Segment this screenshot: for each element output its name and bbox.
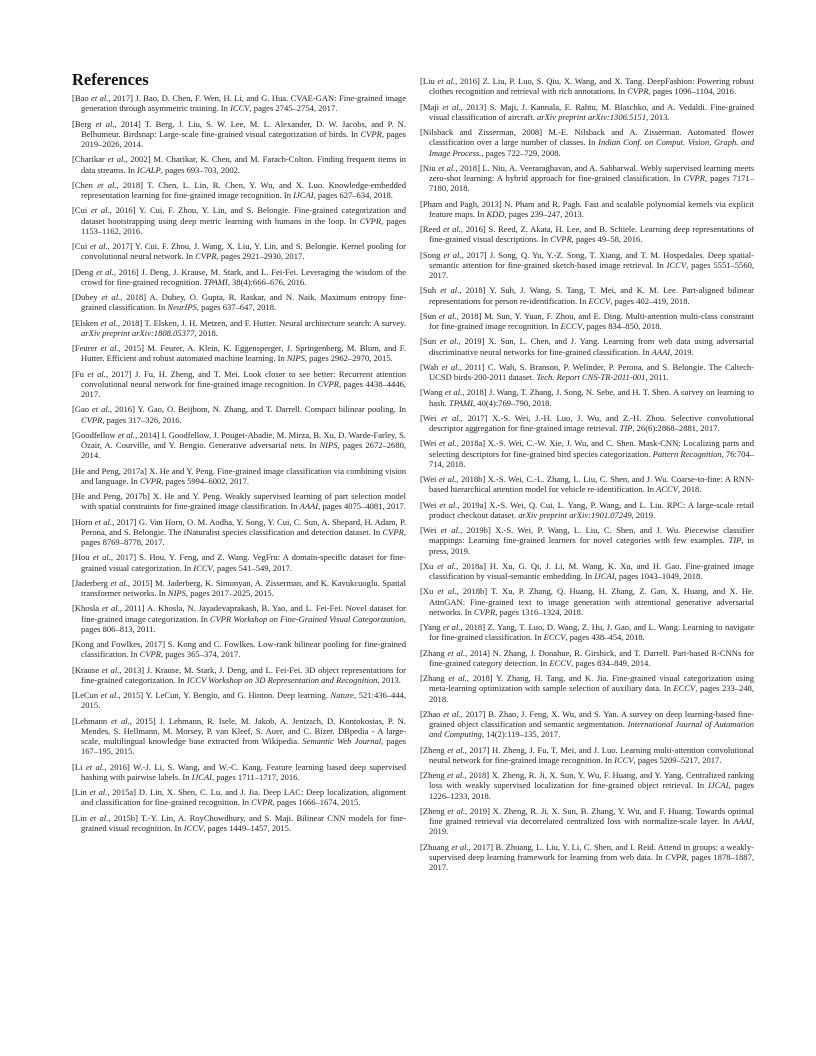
citation-key: [Wei et al., 2019a] xyxy=(420,499,487,510)
reference-entry: [Krause et al., 2013] J. Krause, M. Stark, J. Deng, and L. Fei-Fei. 3D object representations for fine-grained categorization. In ICCV Workshop on 3D Representation and Recognition, 2013. xyxy=(72,664,406,685)
references-heading: References xyxy=(72,70,149,89)
reference-entry: [Berg et al., 2014] T. Berg, J. Liu, S. W. Lee, M. L. Alexander, D. W. Jacobs, and P. N. Belhumeur. Birdsnap: Large-scale fine-grained visual categorization of birds. In CVPR, pages 2019–2026, 2014. xyxy=(72,118,406,149)
citation-key: [Zhang et al., 2018] xyxy=(420,673,493,683)
citation-key: [He and Peng, 2017a] xyxy=(72,465,147,476)
reference-entry: [Xu et al., 2018b] T. Xu, P. Zhang, Q. Huang, H. Zhang, Z. Gan, X. Huang, and X. He. AttnGAN: Fine-grained text to image generation with attentional generative adversarial networks. In CVPR, pages 1316–1324, 2018. xyxy=(420,586,754,617)
reference-entry: [Elsken et al., 2018] T. Elsken, J. H. Metzen, and F. Hutter. Neural architecture search: A survey. arXiv preprint arXiv:1808.05377, 2018. xyxy=(72,317,406,338)
citation-key: [Li et al., 2016] xyxy=(72,761,130,772)
venue-name: CVPR xyxy=(550,234,572,245)
citation-key: [Zheng et al., 2019] xyxy=(420,805,490,816)
venue-name: Tech. Report CNS-TR-2011-001 xyxy=(536,372,646,382)
reference-entry: [Bao et al., 2017] J. Bao, D. Chen, F. Wen, H. Li, and G. Hua. CVAE-GAN: Fine-grained image generation through asymmetric training. In ICCV, pages 2745–2754, 2017. xyxy=(72,93,406,114)
citation-key: [Berg et al., 2014] xyxy=(72,118,141,129)
reference-entry: [Nilsback and Zisserman, 2008] M.-E. Nilsback and A. Zisserman. Automated flower classification over a large number of classes. In Indian Conf. on Comput. Vision, Graph. and Image Process., pages 722–729, 2008. xyxy=(420,127,754,158)
reference-entry: [Wah et al., 2011] C. Wah, S. Branson, P. Welinder, P. Perona, and S. Belongie. The Caltech-UCSD birds-200-2011 dataset. Tech. Report CNS-TR-2011-001, 2011. xyxy=(420,361,755,382)
venue-name: IJCAI xyxy=(594,571,615,581)
citation-key: [Yang et al., 2018] xyxy=(420,622,486,632)
reference-entry: [Zheng et al., 2017] H. Zheng, J. Fu, T. Mei, and J. Luo. Learning multi-attention convolutional neural network for fine-grained image recognition. In ICCV, pages 5209–5217, 2017. xyxy=(420,744,754,765)
reference-entry: [Wei et al., 2019a] X.-S. Wei, Q. Cui, L. Yang, P. Wang, and L. Liu. RPC: A large-scale retail product checkout dataset. arXiv preprint arXiv:1901.07249, 2019. xyxy=(420,499,754,520)
venue-name: ICCV xyxy=(666,259,687,270)
citation-key: [Suh et al., 2018] xyxy=(420,285,486,296)
citation-key: [Charikar et al., 2002] xyxy=(72,154,151,165)
reference-entry: [Wei et al., 2018a] X.-S. Wei, C.-W. Xie, J. Wu, and C. Shen. Mask-CNN: Localizing parts and selecting descriptors for fine-grained bird species categorization. Pattern Recognition, 76:704–714, 2018. xyxy=(420,438,754,469)
reference-entry: [Cui et al., 2016] Y. Cui, F. Zhou, Y. Lin, and S. Belongie. Fine-grained categorization and dataset bootstrapping using deep metric learning with humans in the loop. In CVPR, pages 1153–1162, 2016. xyxy=(72,205,407,236)
citation-key: [Goodfellow et al., 2014] xyxy=(72,429,160,440)
citation-key: [Wei et al., 2018a] xyxy=(420,438,486,449)
venue-name: IJCAI xyxy=(708,780,729,791)
venue-name: NIPS xyxy=(319,440,338,450)
citation-key: [Wei et al., 2019b] xyxy=(420,525,491,535)
venue-name: CVPR xyxy=(360,128,382,139)
reference-entry: [Niu et al., 2018] L. Niu, A. Veeraraghavan, and A. Sabharwal. Webly supervised learning meets zero-shot learning: A hybrid approach for fine-grained classification. In CVPR, pages 7171–7180, 2018. xyxy=(420,162,755,194)
citation-key: [Xu et al., 2018b] xyxy=(420,586,488,597)
venue-name: AAAI xyxy=(299,501,319,512)
reference-entry: [Fu et al., 2017] J. Fu, H. Zheng, and T. Mei. Look closer to see better: Recurrent attention convolutional neural network for fine-grained image recognition. In CVPR, pages 4438–4446, 2017. xyxy=(72,368,407,399)
reference-entry: [Song et al., 2017] J. Song, Q. Yu, Y.-Z. Song, T. Xiang, and T. M. Hospedales. Deep spatial-semantic attention for fine-grained sketch-based image retrieval. In ICCV, pages 5551–5560, 2017. xyxy=(420,249,755,280)
reference-entry: [Zheng et al., 2019] X. Zheng, R. Ji, X. Sun, B. Zhang, Y. Wu, and F. Huang. Towards optimal fine grained retrieval via decorrelated centralized loss with normalize-scale layer. In AAAI, 2019. xyxy=(420,805,754,837)
citation-key: [He and Peng, 2017b] xyxy=(72,491,150,501)
citation-key: [Sun et al., 2019] xyxy=(420,336,485,347)
venue-name: NeurIPS xyxy=(167,302,197,313)
reference-entry: [Maji et al., 2013] S. Maji, J. Kannala, E. Rahtu, M. Blaschko, and A. Vedaldi. Fine-grained visual classification of aircraft. arXiv preprint arXiv:1306.5151, 2013. xyxy=(420,101,754,122)
reference-entry: [Goodfellow et al., 2014] I. Goodfellow, J. Pouget-Abadie, M. Mirza, B. Xu, D. Warde-Farley, S. Ozair, A. Courville, and Y. Bengio. Generative adversarial nets. In NIPS, pages 2672–2680, 2014. xyxy=(72,429,407,461)
citation-key: [LeCun et al., 2015] xyxy=(72,690,144,700)
citation-key: [Chen et al., 2018] xyxy=(72,179,143,190)
citation-key: [Wei et al., 2017] xyxy=(420,412,488,423)
reference-entry: [Lehmann et al., 2015] J. Lehmann, R. Isele, M. Jakob, A. Jentzsch, D. Kontokostas, P. N. Mendes, S. Hellmann, M. Morsey, P. van Kleef, S. Auer, and C. Bizer. DBpedia - A large-scale, multilingual knowledge base extracted from Wikipedia. Semantic Web Journal, pages 167–195, 2015. xyxy=(72,715,406,757)
reference-entry: [Yang et al., 2018] Z. Yang, T. Luo, D. Wang, Z. Hu, J. Gao, and L. Wang. Learning to navigate for fine-grained classification. In ECCV, pages 438–454, 2018. xyxy=(420,622,754,643)
citation-key: [Zheng et al., 2017] xyxy=(420,744,490,755)
venue-name: CVPR xyxy=(359,215,382,226)
citation-key: [Krause et al., 2013] xyxy=(72,664,145,675)
venue-name: ICCV xyxy=(183,822,204,833)
reference-entry: [Wei et al., 2019b] X.-S. Wei, P. Wang, L. Liu, C. Shen, and J. Wu. Piecewise classifier mappings: Learning fine-grained learners for novel categories with few examples. TIP, in press, 2019. xyxy=(420,525,755,556)
reference-entry: [Cui et al., 2017] Y. Cui, F. Zhou, J. Wang, X. Liu, Y. Lin, and S. Belongie. Kernel pooling for convolutional neural network. In CVPR, pages 2921–2930, 2017. xyxy=(72,241,406,262)
reference-entry: [Horn et al., 2017] G. Van Horn, O. M. Aodha, Y. Song, Y. Cui, C. Sun, A. Shepard, H. Adam, P. Perona, and S. Belongie. The iNaturalist species classification and detection dataset. In CVPR, pages 8769–8778, 2017. xyxy=(72,516,406,547)
reference-entry: [He and Peng, 2017a] X. He and Y. Peng. Fine-grained image classification via combining vision and language. In CVPR, pages 5994–6002, 2017. xyxy=(72,465,406,486)
citation-key: [Deng et al., 2016] xyxy=(72,266,139,277)
venue-name: ICCV xyxy=(193,562,213,573)
reference-entry: [Wei et al., 2018b] X.-S. Wei, C.-L. Zhang, L. Liu, C. Shen, and J. Wu. Coarse-to-fine: A RNN-based hierarchical attention model for vehicle re-identification. In ACCV, 2018. xyxy=(420,474,754,495)
venue-name: TIP xyxy=(728,535,742,546)
citation-key: [Reed et al., 2016] xyxy=(420,224,486,234)
reference-entry: [Charikar et al., 2002] M. Charikar, K. Chen, and M. Farach-Colton. Finding frequent items in data streams. In ICALP, pages 693–703, 2002. xyxy=(72,154,406,175)
venue-name: NIPS xyxy=(286,353,305,364)
venue-name: CVPR xyxy=(195,251,217,262)
venue-name: arXiv preprint arXiv:1808.05377 xyxy=(81,327,195,338)
venue-name: ICCV Workshop on 3D Representation and Recognition xyxy=(186,674,378,685)
reference-entry: [Deng et al., 2016] J. Deng, J. Krause, M. Stark, and L. Fei-Fei. Leveraging the wisdom of the crowd for fine-grained recognition. TPAMI, 38(4):666–676, 2016. xyxy=(72,266,406,287)
citation-key: [Zheng et al., 2018] xyxy=(420,770,490,780)
citation-key: [Jaderberg et al., 2015] xyxy=(72,577,153,588)
citation-key: [Xu et al., 2018a] xyxy=(420,560,486,571)
citation-key: [Cui et al., 2016] xyxy=(72,205,136,216)
venue-name: CVPR xyxy=(683,173,705,183)
citation-key: [Zhang et al., 2014] xyxy=(420,647,490,658)
reference-entry: [Li et al., 2016] W.-J. Li, S. Wang, and W.-C. Kang. Feature learning based deep supervised hashing with pairwise labels. In IJCAI, pages 1711–1717, 2016. xyxy=(72,761,406,782)
venue-name: ECCV xyxy=(543,632,566,643)
reference-entry: [Zhuang et al., 2017] B. Zhuang, L. Liu, Y. Li, C. Shen, and I. Reid. Attend in groups: a weakly-supervised deep learning framework for learning from web data. In CVPR, pages 1878–1887, 2017. xyxy=(420,841,755,872)
venue-name: ICCV xyxy=(614,754,634,765)
citation-key: [Liu et al., 2016] xyxy=(420,76,480,86)
citation-key: [Wei et al., 2018b] xyxy=(420,474,486,484)
citation-key: [Fu et al., 2017] xyxy=(72,368,132,379)
reference-entry: [Khosla et al., 2011] A. Khosla, N. Jayadevaprakash, B. Yao, and L. Fei-Fei. Novel dataset for fine-grained image categorization. In CVPR Workshop on Fine-Grained Visual Categorization, pages 806–813, 2011. xyxy=(72,603,406,634)
citation-key: [Kong and Fowlkes, 2017] xyxy=(72,639,166,649)
reference-entry: [Reed et al., 2016] S. Reed, Z. Akata, H. Lee, and B. Schiele. Learning deep representations of fine-grained visual descriptions. In CVPR, pages 49–58, 2016. xyxy=(420,224,754,245)
venue-name: Indian Conf. on Comput. Vision, Graph. and Image Process. xyxy=(429,137,754,158)
reference-entry: [Wang et al., 2018] J. Wang, T. Zhang, J. Song, N. Sebe, and H. T. Shen. A survey on learning to hash. TPAMI, 40(4):769–790, 2018. xyxy=(420,387,754,408)
venue-name: CVPR xyxy=(317,378,339,389)
venue-name: CVPR xyxy=(81,414,103,425)
venue-name: arXiv preprint arXiv:1901.07249 xyxy=(518,509,632,520)
citation-key: [Nilsback and Zisserman, 2008] xyxy=(420,127,543,137)
citation-key: [Maji et al., 2013] xyxy=(420,101,487,112)
reference-entry: [Xu et al., 2018a] H. Xu, G. Qi, J. Li, M. Wang, K. Xu, and H. Gao. Fine-grained image classification by visual-semantic embedding. In IJCAI, pages 1043–1049, 2018. xyxy=(420,560,754,581)
reference-entry: [Zhao et al., 2017] B. Zhao, J. Feng, X. Wu, and S. Yan. A survey on deep learning-based fine-grained object classification and semantic segmentation. International Journal of Automation and Computing, 14(2):119–135, 2017. xyxy=(420,708,755,740)
venue-name: Nature xyxy=(330,690,354,700)
venue-name: Pattern Recognition xyxy=(652,448,722,459)
citation-key: [Khosla et al., 2011] xyxy=(72,603,145,614)
reference-entry: [He and Peng, 2017b] X. He and Y. Peng. Weakly supervised learning of part selection model with spatial constraints for fine-grained image classification. In AAAI, pages 4075–4081, 2017. xyxy=(72,491,406,512)
venue-name: KDD xyxy=(486,208,505,219)
citation-key: [Feurer et al., 2015] xyxy=(72,343,145,353)
citation-key: [Wah et al., 2011] xyxy=(420,361,485,372)
references-left-column xyxy=(72,93,406,838)
citation-key: [Elsken et al., 2018] xyxy=(72,317,143,328)
reference-entry: [Liu et al., 2016] Z. Liu, P. Luo, S. Qiu, X. Wang, and X. Tang. DeepFashion: Powering robust clothes recognition and retrieval with rich annotations. In CVPR, pages 1096–1104, 2016. xyxy=(420,76,754,97)
venue-name: ACCV xyxy=(656,484,678,495)
reference-entry: [Zhang et al., 2014] N. Zhang, J. Donahue, R. Girshick, and T. Darrell. Part-based R-CNNs for fine-grained category detection. In ECCV, pages 834–849, 2014. xyxy=(420,647,754,668)
venue-name: TIP xyxy=(619,423,633,433)
citation-key: [Zhao et al., 2017] xyxy=(420,708,486,719)
citation-key: [Gao et al., 2016] xyxy=(72,404,135,415)
venue-name: NIPS xyxy=(167,588,186,598)
venue-name: TPAMI xyxy=(203,276,228,287)
venue-name: CVPR xyxy=(251,797,273,808)
venue-name: ICCV xyxy=(230,103,250,114)
reference-entry: [Feurer et al., 2015] M. Feurer, A. Klein, K. Eggensperger, J. Springenberg, M. Blum, and F. Hutter. Efficient and robust automated machine learning. In NIPS, pages 2962–2970, 2015. xyxy=(72,343,406,364)
venue-name: IJCAI xyxy=(191,771,213,782)
venue-name: ECCV xyxy=(549,657,572,668)
citation-key: [Sun et al., 2018] xyxy=(420,310,482,321)
reference-entry: [Pham and Pagh, 2013] N. Pham and R. Pagh. Fast and scalable polynomial kernels via explicit feature maps. In KDD, pages 239–247, 2013. xyxy=(420,198,754,219)
citation-key: [Bao et al., 2017] xyxy=(72,93,133,103)
reference-entry: [Zhang et al., 2018] Y. Zhang, H. Tang, and K. Jia. Fine-grained visual categorization using meta-learning optimization with sample selection of auxiliary data. In ECCV, pages 233–248, 2018. xyxy=(420,673,755,704)
citation-key: [Horn et al., 2017] xyxy=(72,516,137,527)
citation-key: [Cui et al., 2017] xyxy=(72,241,133,251)
reference-entry: [Jaderberg et al., 2015] M. Jaderberg, K. Simonyan, A. Zisserman, and K. Kavukcuoglu. Spatial transformer networks. In NIPS, pages 2017–2025, 2015. xyxy=(72,577,406,598)
reference-entry: [Sun et al., 2019] X. Sun, L. Chen, and J. Yang. Learning from web data using adversarial discriminative neural networks for fine-grained classification. In AAAI, 2019. xyxy=(420,336,755,357)
venue-name: ICALP xyxy=(137,164,161,175)
references-right-column xyxy=(420,76,754,877)
reference-entry: [LeCun et al., 2015] Y. LeCun, Y. Bengio, and G. Hinton. Deep learning. Nature, 521:436–444, 2015. xyxy=(72,690,407,711)
reference-entry: [Dubey et al., 2018] A. Dubey, O. Gupta, R. Raskar, and N. Naik. Maximum entropy fine-grained classification. In NeurIPS, pages 637–647, 2018. xyxy=(72,292,406,313)
venue-name: International Journal of Automation and Computing xyxy=(429,719,754,740)
reference-entry: [Hou et al., 2017] S. Hou, Y. Feng, and Z. Wang. VegFru: A domain-specific dataset for fine-grained visual categorization. In ICCV, pages 541–549, 2017. xyxy=(72,552,407,573)
venue-name: Semantic Web Journal xyxy=(302,736,382,746)
citation-key: [Dubey et al., 2018] xyxy=(72,292,147,302)
venue-name: AAAI xyxy=(733,816,752,826)
venue-name: CVPR Workshop on Fine-Grained Visual Categorization xyxy=(209,613,404,624)
venue-name: ECCV xyxy=(560,321,583,331)
venue-name: IJCAI xyxy=(293,190,314,200)
citation-key: [Lehmann et al., 2015] xyxy=(72,715,156,726)
citation-key: [Lin et al., 2015b] xyxy=(72,812,138,823)
venue-name: CVPR xyxy=(382,526,404,537)
venue-name: TPAMI xyxy=(448,397,474,408)
citation-key: [Hou et al., 2017] xyxy=(72,552,137,563)
venue-name: ECCV xyxy=(588,295,611,306)
citation-key: [Zhuang et al., 2017] xyxy=(420,841,494,852)
venue-name: CVPR xyxy=(139,649,161,660)
venue-name: ECCV xyxy=(673,683,696,694)
reference-entry: [Kong and Fowlkes, 2017] S. Kong and C. Fowlkes. Low-rank bilinear pooling for fine-grained classification. In CVPR, pages 365–374, 2017. xyxy=(72,639,406,660)
reference-entry: [Suh et al., 2018] Y. Suh, J. Wang, S. Tang, T. Mei, and K. M. Lee. Part-aligned bilinear representations for person re-identification. In ECCV, pages 402–419, 2018. xyxy=(420,285,754,306)
venue-name: CVPR xyxy=(139,475,162,486)
citation-key: [Song et al., 2017] xyxy=(420,249,487,260)
reference-entry: [Lin et al., 2015b] T.-Y. Lin, A. RoyChowdhury, and S. Maji. Bilinear CNN models for fine-grained visual recognition. In ICCV, pages 1449–1457, 2015. xyxy=(72,812,406,833)
citation-key: [Lin et al., 2015a] xyxy=(72,787,137,797)
citation-key: [Niu et al., 2018] xyxy=(420,162,480,173)
citation-key: [Pham and Pagh, 2013] xyxy=(420,198,502,209)
reference-entry: [Chen et al., 2018] T. Chen, L. Lin, R. Chen, Y. Wu, and X. Luo. Knowledge-embedded representation learning for fine-grained image recognition. In IJCAI, pages 627–634, 2018. xyxy=(72,179,406,200)
reference-entry: [Sun et al., 2018] M. Sun, Y. Yuan, F. Zhou, and E. Ding. Multi-attention multi-class constraint for fine-grained image recognition. In ECCV, pages 834–850, 2018. xyxy=(420,310,755,331)
venue-name: CVPR xyxy=(627,86,649,97)
venue-name: AAAI xyxy=(651,346,671,357)
venue-name: CVPR xyxy=(473,606,496,617)
citation-key: [Wang et al., 2018] xyxy=(420,387,487,398)
reference-entry: [Gao et al., 2016] Y. Gao, O. Beijbom, N. Zhang, and T. Darrell. Compact bilinear pooling. In CVPR, pages 317–326, 2016. xyxy=(72,404,406,425)
reference-entry: [Zheng et al., 2018] X. Zheng, R. Ji, X. Sun, Y. Wu, F. Huang, and Y. Yang. Centralized ranking loss with weakly supervised localization for fine-grained object retrieval. In IJCAI, pages 1226–1233, 2018. xyxy=(420,770,754,801)
venue-name: arXiv preprint arXiv:1306.5151 xyxy=(536,111,647,122)
reference-entry: [Wei et al., 2017] X.-S. Wei, J.-H. Luo, J. Wu, and Z.-H. Zhou. Selective convolutional descriptor aggregation for fine-grained image retrieval. TIP, 26(6):2868–2881, 2017. xyxy=(420,412,755,433)
reference-entry: [Lin et al., 2015a] D. Lin, X. Shen, C. Lu, and J. Jia. Deep LAC: Deep localization, alignment and classification for fine-grained recognition. In CVPR, pages 1666–1674, 2015. xyxy=(72,787,407,808)
venue-name: CVPR xyxy=(665,851,687,862)
